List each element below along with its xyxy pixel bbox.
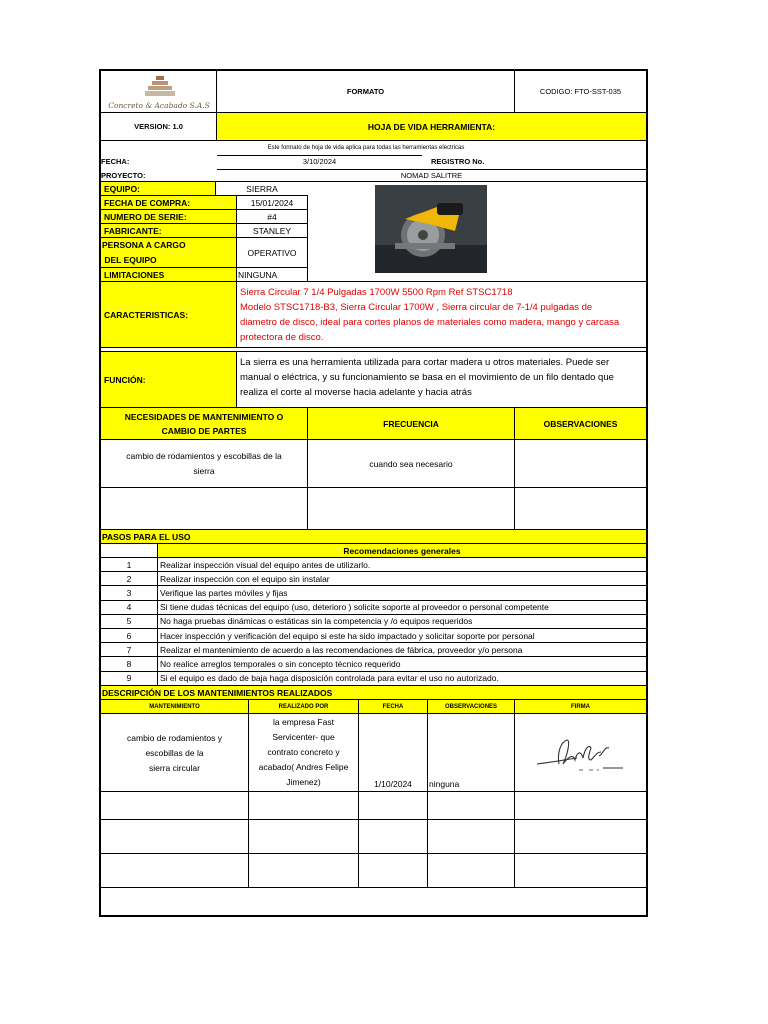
realizados-row2-por — [249, 792, 359, 820]
mant-header-col1-line1: NECESIDADES DE MANTENIMIENTO O — [124, 411, 284, 422]
mant-row1-col3 — [515, 440, 646, 488]
fabricante-value: STANLEY — [237, 224, 308, 238]
mant-row1-col1 — [101, 440, 308, 488]
registro-label: REGISTRO No. — [431, 156, 485, 166]
pasos-item-text: No realice arreglos temporales o sin concepto técnico requerido — [158, 657, 646, 671]
caracteristicas-line3: diametro de disco, ideal para cortes planos de materiales como madera, mango y carcasa — [240, 317, 620, 328]
realizados-row1-por-line3: contrato concreto y — [267, 747, 340, 757]
realizados-row4-obs — [428, 854, 515, 888]
realizados-row1-obs: ninguna — [428, 714, 515, 792]
pasos-header-num — [101, 544, 158, 558]
pasos-item-number: 1 — [101, 558, 158, 572]
mant-row2-col2 — [308, 488, 515, 530]
compra-label: FECHA DE COMPRA: — [101, 196, 237, 210]
codigo-label: CODIGO: FTO-SST-035 — [515, 71, 646, 113]
pasos-item-number: 7 — [101, 643, 158, 657]
pasos-item-number: 5 — [101, 615, 158, 629]
fecha-label: FECHA: — [101, 156, 130, 166]
pasos-item-text: Si el equipo es dado de baja haga disposición controlada para evitar el uso no autorizado. — [158, 672, 646, 686]
page-title: HOJA DE VIDA HERRAMIENTA: — [217, 113, 646, 141]
realizados-row2-obs — [428, 792, 515, 820]
intro-note: Este formato de hoja de vida aplica para todas las herramientas electricas — [267, 145, 465, 151]
caracteristicas-line2: Modelo STSC1718-B3, Sierra Circular 1700W , Sierra circular de 7-1/4 pulgadas de — [240, 302, 593, 313]
funcion-label: FUNCIÓN: — [101, 352, 237, 408]
fecha-value: 3/10/2024 — [217, 155, 422, 167]
fabricante-label: FABRICANTE: — [101, 224, 237, 238]
caracteristicas-text — [237, 282, 646, 348]
serie-label: NUMERO DE SERIE: — [101, 210, 237, 224]
realizados-row1-por-line1: la empresa Fast — [273, 717, 334, 727]
pasos-item-number: 6 — [101, 629, 158, 643]
realizados-row1-mant-line3: sierra circular — [148, 763, 200, 773]
persona-label — [101, 238, 237, 268]
realizados-row1-mant-line1: cambio de rodamientos y — [127, 733, 222, 743]
mant-header-col1-line2: CAMBIO DE PARTES — [161, 425, 247, 436]
pasos-item-number: 2 — [101, 572, 158, 586]
circular-saw-icon — [375, 185, 487, 273]
realizados-h-firma: FIRMA — [515, 700, 646, 714]
realizados-h-por: REALIZADO POR — [249, 700, 359, 714]
limitaciones-label: LIMITACIONES — [101, 268, 237, 282]
serie-value: #4 — [237, 210, 308, 224]
realizados-row1-por-line2: Servicenter- que — [272, 732, 335, 742]
realizados-row3-mant — [101, 820, 249, 854]
caracteristicas-line4: protectora de disco. — [240, 332, 324, 343]
pasos-item-number: 8 — [101, 657, 158, 671]
realizados-row3-firma — [515, 820, 646, 854]
logo-cell — [101, 71, 217, 113]
realizados-row3-fecha — [359, 820, 428, 854]
persona-value: OPERATIVO — [237, 238, 308, 268]
realizados-row4-fecha — [359, 854, 428, 888]
mant-header-col2: FRECUENCIA — [308, 408, 515, 440]
pasos-item-text: Realizar inspección con el equipo sin instalar — [158, 572, 646, 586]
limitaciones-value: NINGUNA — [237, 268, 308, 282]
mant-row2-col1 — [101, 488, 308, 530]
realizados-h-obs: OBSERVACIONES — [428, 700, 515, 714]
version-label: VERSION: 1.0 — [101, 113, 217, 141]
mant-row1-col2: cuando sea necesario — [308, 440, 515, 488]
persona-label-line1: PERSONA A CARGO — [102, 240, 186, 250]
mant-header-col3: OBSERVACIONES — [515, 408, 646, 440]
realizados-row1-firma — [515, 714, 646, 792]
pasos-item-text: Realizar el mantenimiento de acuerdo a las recomendaciones de fábrica, proveedor y/o persona — [158, 643, 646, 657]
persona-label-line2: DEL EQUIPO — [102, 255, 157, 265]
pasos-item-text: No haga pruebas dinámicas o estáticas sin la competencia y /o equipos requeridos — [158, 615, 646, 629]
equipo-label: EQUIPO: — [101, 182, 216, 196]
realizados-row2-mant — [101, 792, 249, 820]
funcion-text — [237, 352, 646, 408]
funcion-line2: manual o eléctrica, y su funcionamiento se basa en el movimiento de un filo dentado que — [240, 372, 614, 383]
pasos-item-number: 9 — [101, 672, 158, 686]
realizados-row2-firma — [515, 792, 646, 820]
caracteristicas-label: CARACTERISTICAS: — [101, 282, 237, 348]
realizados-h-mant: MANTENIMIENTO — [101, 700, 249, 714]
saw-photo — [375, 185, 487, 273]
mant-row1-col1-line1: cambio de rodamientos y escobillas de la — [126, 450, 282, 461]
pasos-item-number: 4 — [101, 601, 158, 615]
equipo-value: SIERRA — [216, 182, 308, 196]
realizados-row1-por — [249, 714, 359, 792]
realizados-h-fecha: FECHA — [359, 700, 428, 714]
formato-label: FORMATO — [217, 71, 515, 113]
funcion-line3: realiza el corte al moverse hacia adelante y hacia atrás — [240, 387, 472, 398]
realizados-row1-por-line4: acabado( Andres Felipe — [258, 762, 349, 772]
realizados-row1-mant-line2: escobillas de la — [145, 748, 204, 758]
proyecto-value: NOMAD SALITRE — [217, 169, 646, 181]
pasos-item-text: Verifique las partes móviles y fijas — [158, 586, 646, 600]
realizados-row3-obs — [428, 820, 515, 854]
realizados-row4-mant — [101, 854, 249, 888]
pasos-item-number: 3 — [101, 586, 158, 600]
realizados-row4-firma — [515, 854, 646, 888]
mant-row1-col1-line2: sierra — [193, 465, 215, 476]
realizados-title: DESCRIPCIÓN DE LOS MANTENIMIENTOS REALIZADOS — [101, 686, 646, 700]
signature-icon — [533, 734, 625, 776]
pasos-title: PASOS PARA EL USO — [101, 530, 646, 544]
pasos-item-text: Realizar inspección visual del equipo antes de utilizarlo. — [158, 558, 646, 572]
company-name: Concreto & Acabado S.A.S — [108, 100, 210, 110]
realizados-row1-mant — [101, 714, 249, 792]
mant-header-col1 — [101, 408, 308, 440]
compra-value: 15/01/2024 — [237, 196, 308, 210]
proyecto-label: PROYECTO: — [101, 170, 146, 180]
pasos-item-text: Si tiene dudas técnicas del equipo (uso, deterioro ) solicite soporte al proveedor o personal competente — [158, 601, 646, 615]
company-logo-icon — [145, 74, 175, 100]
realizados-row3-por — [249, 820, 359, 854]
pasos-item-text: Hacer inspección y verificación del equipo si este ha sido impactado y solicitar soporte por personal — [158, 629, 646, 643]
realizados-row1-por-line5: Jimenez) — [286, 777, 321, 787]
pasos-header: Recomendaciones generales — [158, 544, 646, 558]
mant-row2-col3 — [515, 488, 646, 530]
realizados-row4-por — [249, 854, 359, 888]
realizados-row2-fecha — [359, 792, 428, 820]
caracteristicas-line1: Sierra Circular 7 1/4 Pulgadas 1700W 5500 Rpm Ref STSC1718 — [240, 287, 513, 298]
realizados-row1-fecha: 1/10/2024 — [359, 714, 428, 792]
funcion-line1: La sierra es una herramienta utilizada para cortar madera u otros materiales. Puede ser — [240, 357, 610, 368]
